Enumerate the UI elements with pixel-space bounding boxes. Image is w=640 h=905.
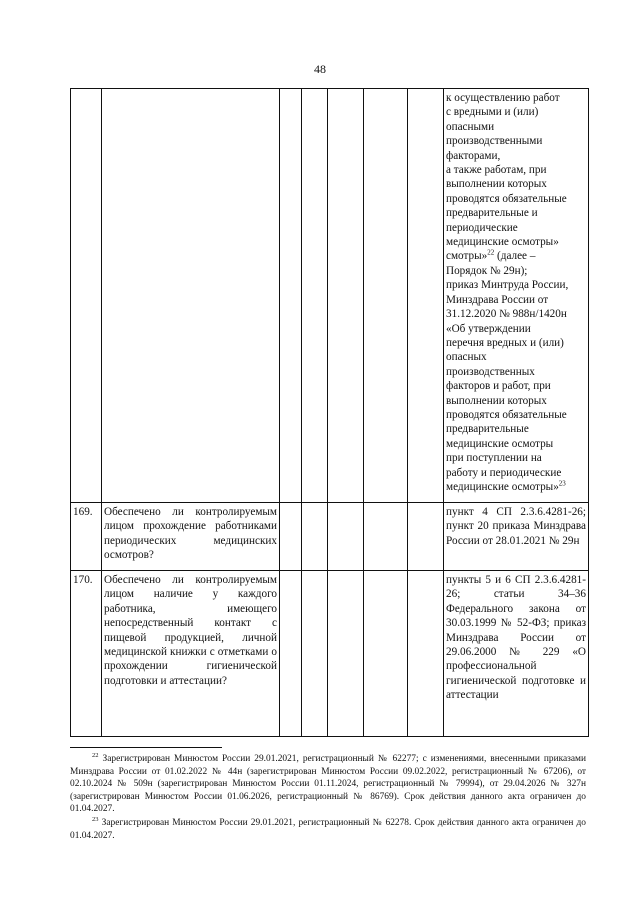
- reference-line: медицинские осмотры»: [446, 236, 559, 249]
- reference-line: работу и периодические: [446, 466, 562, 479]
- reference-line: факторами,: [446, 149, 501, 162]
- footnote-separator: [70, 747, 222, 748]
- table-row: [71, 571, 589, 737]
- reference-line: а также работам, при: [446, 164, 547, 177]
- answer-cell-yes: [280, 89, 302, 503]
- footnote-mark: 22: [92, 751, 99, 759]
- reference-line: [446, 480, 586, 494]
- answer-cell-yes: [280, 503, 302, 571]
- reference-line: предварительные и: [446, 207, 538, 220]
- reference-text: смотры»: [446, 250, 488, 263]
- answer-cell-extra: [364, 571, 408, 737]
- reference-line: с вредными и (или): [446, 106, 539, 119]
- footnote: [70, 817, 586, 842]
- row-reference: [444, 89, 589, 503]
- reference-line: [446, 249, 586, 263]
- reference-line: Минздрава России от: [446, 293, 549, 306]
- reference-line: перечня вредных и (или): [446, 336, 564, 349]
- answer-cell-note: [408, 571, 444, 737]
- reference-line: производственными: [446, 135, 543, 148]
- answer-cell-extra: [364, 503, 408, 571]
- table-row: [71, 503, 589, 571]
- row-reference: пункты 5 и 6 СП 2.3.6.4281-26; статьи 34–36 Федерального закона от 30.03.1999 № 52-ФЗ; приказ Минздрава России от 29.06.2000 № 229 «О профессиональной гигиенической подготовке и аттестации: [444, 571, 589, 737]
- reference-line: факторов и работ, при: [446, 380, 551, 393]
- requirements-table: [70, 88, 589, 737]
- answer-cell-na: [328, 89, 364, 503]
- footnote-mark: 23: [558, 479, 566, 488]
- reference-line: проводятся обязательные: [446, 408, 567, 421]
- reference-line: опасных: [446, 351, 487, 364]
- answer-cell-no: [302, 571, 328, 737]
- reference-line: 31.12.2020 № 988н/1420н: [446, 308, 567, 321]
- row-number: [71, 89, 102, 503]
- reference-text: медицинские осмотры»: [446, 480, 559, 493]
- reference-line: приказ Минтруда России,: [446, 279, 569, 292]
- reference-line: Порядок № 29н);: [446, 264, 528, 277]
- reference-line: выполнении которых: [446, 178, 547, 191]
- reference-line: проводятся обязательные: [446, 192, 567, 205]
- footnotes: [70, 753, 586, 843]
- answer-cell-note: [408, 503, 444, 571]
- answer-cell-na: [328, 571, 364, 737]
- footnote-mark: 22: [487, 248, 495, 257]
- footnote: [70, 753, 586, 816]
- reference-line: медицинские осмотры: [446, 437, 554, 450]
- answer-cell-no: [302, 89, 328, 503]
- table-row: [71, 89, 589, 503]
- reference-line: периодические: [446, 221, 518, 234]
- page-number: 48: [314, 62, 326, 76]
- row-number: 170.: [71, 571, 102, 737]
- reference-line: при поступлении на: [446, 452, 542, 465]
- answer-cell-extra: [364, 89, 408, 503]
- answer-cell-yes: [280, 571, 302, 737]
- reference-line: «Об утверждении: [446, 322, 531, 335]
- reference-line: опасными: [446, 120, 495, 133]
- answer-cell-no: [302, 503, 328, 571]
- reference-text: (далее –: [494, 250, 536, 263]
- reference-line: предварительные: [446, 423, 529, 436]
- reference-line: к осуществлению работ: [446, 92, 560, 104]
- answer-cell-note: [408, 89, 444, 503]
- answer-cell-na: [328, 503, 364, 571]
- reference-line: производственных: [446, 365, 535, 378]
- row-reference: пункт 4 СП 2.3.6.4281-26; пункт 20 приказа Минздрава России от 28.01.2021 № 29н: [444, 503, 589, 571]
- footnote-mark: 23: [92, 815, 99, 823]
- row-number: 169.: [71, 503, 102, 571]
- row-question: [102, 89, 280, 503]
- footnote-text: Зарегистрирован Минюстом России 29.01.2021, регистрационный № 62278. Срок действия данного акта ограничен до 01.04.2027.: [70, 817, 586, 841]
- row-question: Обеспечено ли контролируемым лицом наличие у каждого работника, имеющего непосредственный контакт с пищевой продукцией, личной медицинской книжки с отметками о прохождении гигиенической подготовки и аттестации?: [102, 571, 280, 737]
- row-question: Обеспечено ли контролируемым лицом прохождение работниками периодических медицинских осмотров?: [102, 503, 280, 571]
- footnote-text: Зарегистрирован Минюстом России 29.01.2021, регистрационный № 62277; с изменениями, внесенными приказами Минздрава России от 01.02.2022 № 44н (зарегистрирован Минюстом России 09.02.2022, регистрационный № 67206), от 02.10.2024 № 509н (зарегистрирован Минюстом России 01.11.2024, регистрационный № 79994), от 29.04.2026 № 327н (зарегистрирован Минюстом России 01.06.2026, регистрационный № 86769). Срок действия данного акта ограничен до 01.04.2027.: [70, 754, 586, 815]
- reference-line: выполнении которых: [446, 394, 547, 407]
